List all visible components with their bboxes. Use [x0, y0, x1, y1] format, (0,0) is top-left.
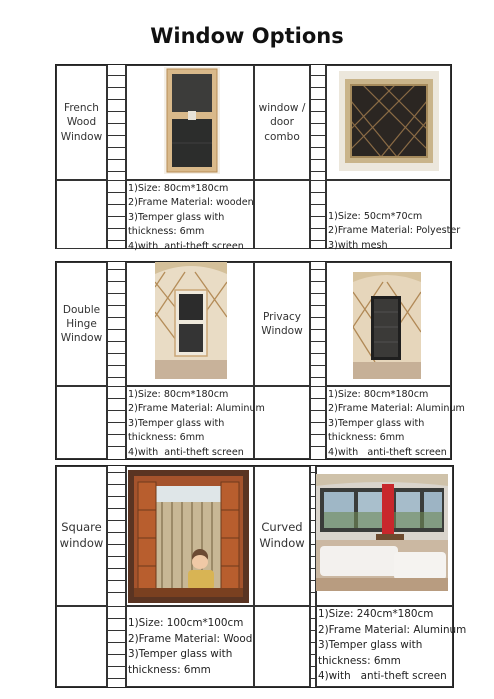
ladder-rung [311, 204, 325, 205]
ladder-rung [108, 180, 125, 181]
ladder-rung [311, 520, 315, 521]
spec-line: 2)Frame Material: Wood [128, 632, 253, 645]
spec-line: 2)Frame Material: Polyester [328, 225, 461, 237]
product-specs [128, 388, 265, 460]
ladder-rung [108, 159, 125, 160]
product-photo [353, 272, 421, 379]
ladder-rung [108, 398, 125, 399]
ladder-rung [311, 180, 325, 181]
ladder-rung [108, 532, 125, 533]
ladder-rung [108, 305, 125, 306]
ladder-rung [311, 192, 325, 193]
ladder-rung [108, 434, 125, 435]
ladder-rung [311, 377, 325, 378]
ladder-rung [108, 147, 125, 148]
spec-line: 3)Temper glass with [318, 639, 423, 651]
ladder-rung [311, 216, 325, 217]
ladder-rung [311, 630, 315, 631]
spec-line: 3)Temper glass with [128, 211, 225, 223]
ladder-rung [108, 353, 125, 354]
spec-cell [254, 606, 310, 687]
ladder-rung [311, 269, 325, 270]
ladder-rung [311, 398, 325, 399]
page-title: Window Options [150, 24, 344, 48]
spec-line: thickness: 6mm [328, 432, 405, 444]
ladder-rung [108, 580, 125, 581]
product-photo [164, 67, 220, 174]
spec-line: 1)Size: 80cm*180cm [328, 389, 429, 400]
ladder-rung [311, 111, 325, 112]
spec-line: 4)with anti-theft screen [128, 446, 244, 458]
ladder-rung [311, 654, 315, 655]
ladder-rung [108, 666, 125, 667]
ladder-rung [311, 329, 325, 330]
ladder-rung [311, 592, 315, 593]
ladder-rung [108, 341, 125, 342]
spec-line: 2)Frame Material: Aluminum [328, 403, 465, 415]
ladder-rung [108, 642, 125, 643]
spec-line: 2)Frame Material: Aluminum [318, 623, 467, 636]
spec-cell [56, 606, 107, 687]
ladder-rung [108, 87, 125, 88]
ladder-rung [108, 630, 125, 631]
product-specs [128, 616, 252, 678]
ladder-rung [311, 87, 325, 88]
ladder-divider [310, 262, 326, 459]
ladder-rung [108, 446, 125, 447]
spec-line: 1)Size: 100cm*100cm [128, 617, 244, 629]
ladder-rung [108, 422, 125, 423]
product-photo [155, 262, 227, 379]
ladder-rung [311, 484, 315, 485]
spec-line: 3)with mesh [328, 239, 388, 251]
ladder-rung [108, 281, 125, 282]
ladder-rung [311, 123, 325, 124]
ladder-rung [311, 341, 325, 342]
ladder-divider [107, 65, 126, 248]
ladder-rung [108, 556, 125, 557]
spec-line: 4)with anti-theft screen [128, 240, 244, 252]
spec-line: 1)Size: 240cm*180cm [318, 608, 434, 620]
ladder-rung [108, 508, 125, 509]
ladder-rung [108, 228, 125, 229]
ladder-rung [311, 75, 325, 76]
ladder-rung [311, 666, 315, 667]
ladder-rung [108, 135, 125, 136]
ladder-divider [107, 466, 126, 687]
spec-line: thickness: 6mm [128, 432, 205, 444]
ladder-rung [108, 204, 125, 205]
ladder-rung [311, 135, 325, 136]
spec-line: 4)with anti-theft screen [328, 446, 447, 458]
ladder-rung [311, 353, 325, 354]
product-name: Double Hinge Window [60, 303, 103, 345]
ladder-rung [311, 642, 315, 643]
product-photo [128, 470, 249, 603]
ladder-rung [108, 520, 125, 521]
ladder-rung [108, 410, 125, 411]
ladder-rung [311, 228, 325, 229]
ladder-rung [311, 434, 325, 435]
ladder-divider [310, 65, 326, 248]
ladder-rung [108, 329, 125, 330]
ladder-rung [108, 496, 125, 497]
ladder-rung [311, 159, 325, 160]
spec-line: thickness: 6mm [128, 226, 205, 238]
ladder-rung [311, 317, 325, 318]
ladder-rung [311, 472, 315, 473]
ladder-rung [311, 496, 315, 497]
spec-cell [254, 386, 310, 459]
ladder-rung [108, 606, 125, 607]
ladder-rung [311, 556, 315, 557]
spec-line: 1)Size: 80cm*180cm [128, 183, 229, 194]
ladder-rung [311, 606, 315, 607]
ladder-divider [107, 262, 126, 459]
spec-line: thickness: 6mm [318, 654, 401, 667]
product-specs [328, 388, 465, 460]
spec-line: 4)with anti-theft screen [318, 670, 447, 682]
ladder-rung [311, 99, 325, 100]
spec-line: 2)Frame Material: Aluminum [128, 403, 265, 415]
ladder-rung [108, 618, 125, 619]
ladder-rung [311, 508, 315, 509]
ladder-rung [311, 678, 315, 679]
ladder-rung [108, 269, 125, 270]
ladder-rung [108, 472, 125, 473]
ladder-rung [311, 147, 325, 148]
ladder-rung [108, 592, 125, 593]
ladder-rung [108, 293, 125, 294]
ladder-rung [108, 75, 125, 76]
spec-line: 1)Size: 80cm*180cm [128, 389, 229, 400]
product-name: window / door combo [258, 102, 306, 143]
ladder-rung [311, 386, 325, 387]
ladder-rung [108, 484, 125, 485]
ladder-rung [311, 365, 325, 366]
ladder-rung [108, 386, 125, 387]
ladder-rung [311, 446, 325, 447]
ladder-rung [311, 422, 325, 423]
section-1 [55, 64, 461, 252]
ladder-rung [311, 293, 325, 294]
ladder-rung [311, 580, 315, 581]
ladder-rung [108, 111, 125, 112]
product-specs [328, 210, 460, 253]
spec-line: 1)Size: 50cm*70cm [328, 211, 423, 222]
spec-line: 3)Temper glass with [328, 417, 425, 429]
section-3 [55, 465, 467, 688]
ladder-rung [311, 544, 315, 545]
spec-line: 3)Temper glass with [128, 417, 225, 429]
ladder-rung [108, 377, 125, 378]
spec-line: thickness: 6mm [128, 663, 211, 676]
product-specs [128, 182, 254, 254]
ladder-rung [311, 305, 325, 306]
spec-cell [56, 180, 107, 249]
ladder-rung [311, 171, 325, 172]
ladder-rung [108, 544, 125, 545]
product-name: Privacy Window [261, 310, 303, 337]
ladder-rung [108, 123, 125, 124]
ladder-rung [108, 678, 125, 679]
ladder-rung [108, 99, 125, 100]
ladder-rung [108, 365, 125, 366]
product-name: Curved Window [259, 520, 305, 550]
section-2 [55, 261, 465, 460]
ladder-rung [311, 410, 325, 411]
product-photo [339, 71, 439, 171]
ladder-rung [108, 654, 125, 655]
product-name: Square window [59, 520, 104, 550]
ladder-rung [311, 568, 315, 569]
product-photo [316, 474, 448, 591]
spec-cell [56, 386, 107, 459]
ladder-rung [108, 171, 125, 172]
ladder-rung [108, 317, 125, 318]
ladder-rung [108, 240, 125, 241]
product-name: French Wood Window [60, 102, 103, 143]
ladder-rung [311, 618, 315, 619]
ladder-rung [311, 532, 315, 533]
spec-line: 2)Frame Material: wooden [128, 197, 254, 209]
ladder-rung [108, 568, 125, 569]
ladder-rung [108, 216, 125, 217]
spec-cell [254, 180, 310, 249]
ladder-rung [108, 192, 125, 193]
product-specs [318, 607, 466, 685]
ladder-rung [311, 281, 325, 282]
ladder-rung [311, 240, 325, 241]
spec-line: 3)Temper glass with [128, 648, 233, 660]
